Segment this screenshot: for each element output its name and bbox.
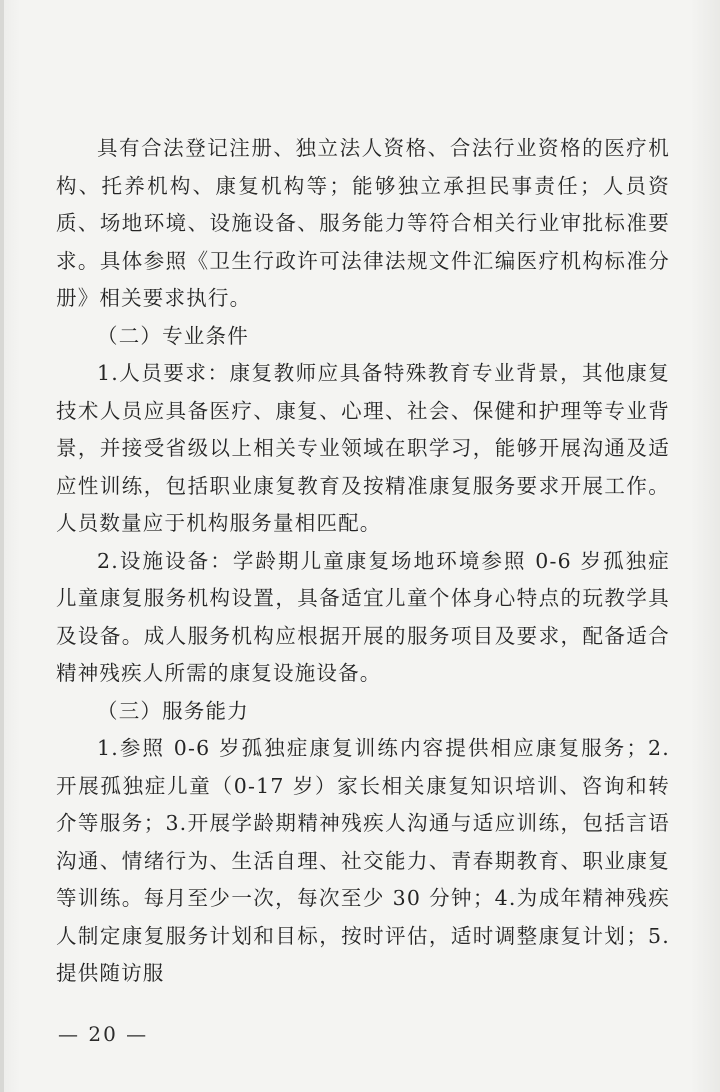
paragraph-service-capability: 1.参照 0-6 岁孤独症康复训练内容提供相应康复服务；2.开展孤独症儿童（0-17 岁）家长相关康复知识培训、咨询和转介等服务；3.开展学龄期精神残疾人沟通与适应训练，包括言语沟通、情绪行为、生活自理、社交能力、青春期教育、职业康复等训练。每月至少一次，每次至少 30 分钟；4.为成年精神残疾人制定康复服务计划和目标，按时评估，适时调整康复计划；5.提供随访服 — [56, 736, 670, 985]
paragraph-qualification: 具有合法登记注册、独立法人资格、合法行业资格的医疗机构、托养机构、康复机构等；能够独立承担民事责任；人员资质、场地环境、设施设备、服务能力等符合相关行业审批标准要求。具体参照《卫生行政许可法律法规文件汇编医疗机构标准分册》相关要求执行。 — [56, 136, 670, 310]
document-body — [56, 130, 670, 993]
section-heading-professional-conditions: （二）专业条件 — [97, 323, 249, 348]
page-edge — [0, 0, 4, 1092]
section-heading-service-capability: （三）服务能力 — [97, 698, 249, 723]
page-number: — 20 — — [58, 1022, 149, 1046]
paragraph-facilities-equipment: 2.设施设备：学龄期儿童康复场地环境参照 0-6 岁孤独症儿童康复服务机构设置，具备适宜儿童个体身心特点的玩教学具及设备。成人服务机构应根据开展的服务项目及要求，配备适合精神残疾人所需的康复设施设备。 — [56, 548, 670, 685]
paragraph-staff-requirements: 1.人员要求：康复教师应具备特殊教育专业背景，其他康复技术人员应具备医疗、康复、心理、社会、保健和护理等专业背景，并接受省级以上相关专业领域在职学习，能够开展沟通及适应性训练，包括职业康复教育及按精准康复服务要求开展工作。人员数量应于机构服务量相匹配。 — [56, 361, 670, 535]
